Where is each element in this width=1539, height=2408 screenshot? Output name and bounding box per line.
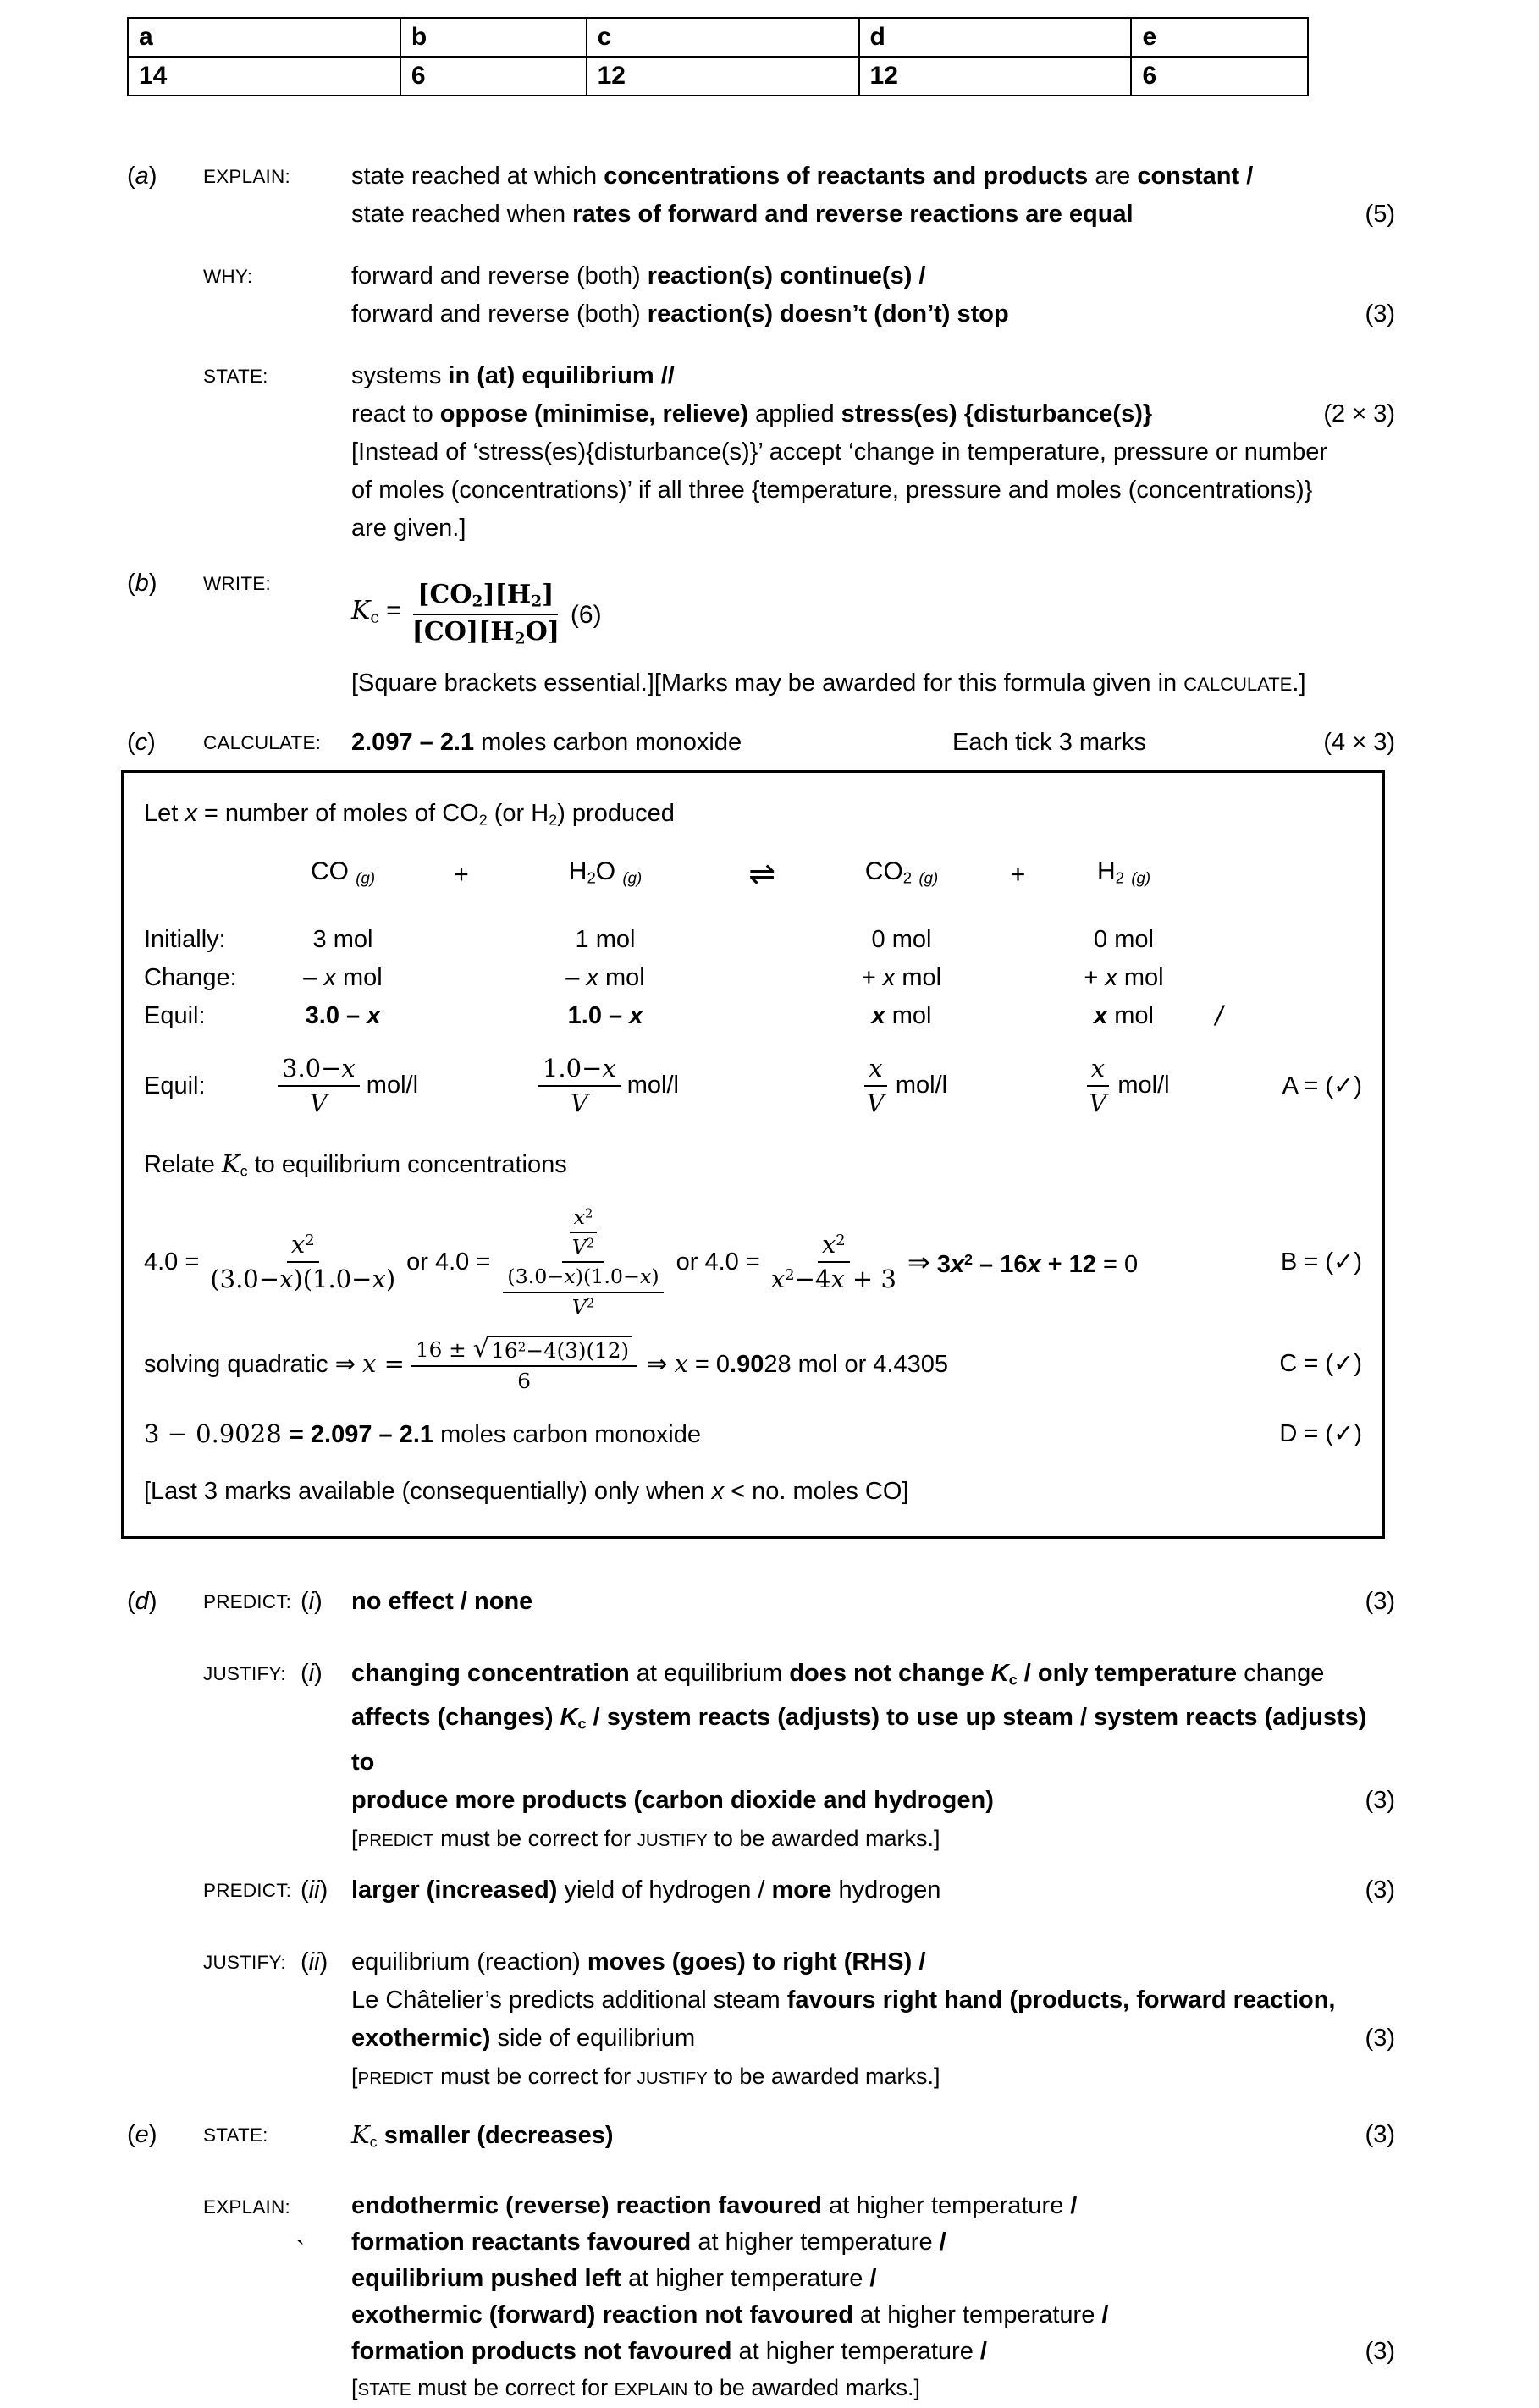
table-value-cell: 12 — [859, 57, 1132, 96]
marks-badge: (3) — [1365, 1786, 1395, 1814]
species-h2: $H_2$ $_{(g)}$ — [1096, 857, 1151, 888]
predict-label: PREDICT: — [203, 1879, 292, 1901]
state-label: STATE: — [203, 366, 268, 387]
marks-badge: (4 × 3) — [1323, 729, 1395, 756]
predict-label: PREDICT: — [203, 1590, 292, 1612]
marks-badge: (3) — [1365, 1587, 1395, 1615]
table-value-cell: 12 — [587, 57, 859, 96]
section-e-explain — [127, 2188, 1395, 2408]
table-header-cell: b — [400, 18, 587, 57]
fraction: $\frac{1.0-x}{V}$ — [538, 1055, 621, 1118]
note-line: [Instead of ‘stress(es){disturbance(s)}’ accept ‘change in temperature, pressure or number — [351, 438, 1328, 466]
answer-line: state reached when rates of forward and reverse reactions are equal (5) — [351, 196, 1395, 234]
box-note: [Last 3 marks available (consequentially) only when x < no. moles CO] — [144, 1477, 909, 1505]
quadratic-formula-fraction: 16 ± √ $16^2-4(3)(12)$ 6 — [411, 1336, 637, 1394]
section-d-predict-ii — [127, 1871, 1395, 1909]
roman-numeral: (i) — [301, 1659, 323, 1687]
table-value-row — [128, 57, 1308, 96]
marks-badge: (6) — [570, 600, 602, 629]
tick-value-note: Each tick 3 marks — [952, 729, 1146, 756]
explain-label: EXPLAIN: — [203, 2196, 290, 2218]
initially-label: Initially: — [144, 926, 226, 954]
change-label: Change: — [144, 964, 237, 992]
slash-mark: / — [1215, 1000, 1223, 1032]
note-line: [PREDICT must be correct for JUSTIFY to be awarded marks.] — [351, 1825, 940, 1851]
tick-c: C = (✓) — [1279, 1350, 1362, 1378]
marks-badge: (3) — [1365, 1876, 1395, 1904]
marks-badge: (3) — [1365, 300, 1395, 328]
section-a-explain — [127, 157, 1395, 234]
answer-line: produce more products (carbon dioxide and hydrogen) (3) — [351, 1782, 1395, 1820]
fraction: $\frac{x}{V}$ — [863, 1055, 889, 1118]
fraction: $\frac{x^2}{(3.0-x)(1.0-x)}$ — [210, 1229, 396, 1294]
note-line: [STATE must be correct for EXPLAIN to be awarded marks.] — [351, 2375, 920, 2401]
tick-d: D = (✓) — [1279, 1420, 1362, 1448]
species-co: CO $_{(g)}$ — [310, 857, 376, 888]
ice-change-row: Change: – x mol – x mol + x mol + x mol — [144, 959, 1362, 997]
calculation-work-box — [121, 770, 1385, 1539]
answer-line: exothermic (forward) reaction not favoured at higher temperature / — [351, 2301, 1109, 2329]
section-b-write — [127, 565, 1395, 703]
kc-fraction: $\frac{[CO_2][H_2]}{[CO][H_2O]}$ — [411, 579, 560, 648]
solution-value: ⇒ x = 0.9028 mol or 4.4305 — [647, 1348, 949, 1378]
answer-line: equilibrium (reaction) moves (goes) to right (RHS) / — [351, 1948, 926, 1975]
table-value-cell: 6 — [1131, 57, 1308, 96]
let-line: Let x = number of moles of $CO_2$ (or $H_2$) produced — [144, 800, 675, 829]
answer-line: endothermic (reverse) reaction favoured at higher temperature / — [351, 2192, 1078, 2220]
write-label: WRITE: — [203, 573, 271, 594]
answer-line: forward and reverse (both) reaction(s) doesn’t (don’t) stop (3) — [351, 295, 1395, 333]
justify-label: JUSTIFY: — [203, 1951, 286, 1973]
square-root: √ $16^2-4(3)(12)$ — [473, 1336, 633, 1363]
reaction-equation-row — [144, 852, 1362, 897]
justify-label: JUSTIFY: — [203, 1662, 286, 1684]
ice-equil-conc-row: Equil: $\frac{3.0-x}{V}$ mol/l $\frac{1.0-x}{V}$ mol/l $\frac{x}{V}$ mol/l $\frac{x}{V}$ mol/l A = (✓) — [144, 1053, 1362, 1118]
roman-numeral: (ii) — [301, 1876, 328, 1904]
fraction: $\frac{x}{V}$ — [1084, 1055, 1111, 1118]
answer-line: larger (increased) yield of hydrogen / more hydrogen (3) — [351, 1871, 1395, 1909]
equilibrium-arrow: ⇌ — [748, 857, 775, 893]
stray-backtick: ` — [296, 2237, 305, 2266]
section-c-calculate — [127, 724, 1395, 762]
kc-formula — [351, 565, 1395, 664]
species-h2o: $H_2O$ $_{(g)}$ — [568, 857, 643, 888]
answer-line: equilibrium pushed left at higher temperature / — [351, 2265, 877, 2293]
answer-line: forward and reverse (both) reaction(s) continue(s) / — [351, 262, 926, 289]
section-a-state — [127, 357, 1395, 548]
kc-lhs: $K_c$ = — [351, 596, 401, 627]
plus-sign: + — [454, 861, 469, 890]
part-label: (d) — [127, 1587, 157, 1615]
marks-badge: (3) — [1365, 2024, 1395, 2052]
calculate-label: CALCULATE: — [203, 732, 322, 753]
equil-label: Equil: — [144, 1072, 206, 1099]
answer-line: react to oppose (minimise, relieve) applied stress(es) {disturbance(s)} (2 × 3) — [351, 395, 1395, 433]
why-label: WHY: — [203, 266, 253, 287]
answer-line: formation products not favoured at higher temperature / (3) — [351, 2334, 1395, 2370]
tick-a: A = (✓) — [1282, 1072, 1362, 1099]
answer-line: systems in (at) equilibrium // — [351, 362, 675, 389]
equil-label: Equil: — [144, 1002, 206, 1030]
table-header-cell: c — [587, 18, 859, 57]
fraction: $\frac{3.0-x}{V}$ — [278, 1055, 360, 1118]
section-d-predict-i — [127, 1583, 1395, 1621]
answer-line: state reached at which concentrations of reactants and products are constant / — [351, 163, 1254, 190]
answer-line: no effect / none (3) — [351, 1583, 1395, 1621]
roman-numeral: (ii) — [301, 1948, 328, 1975]
section-d-justify-i — [127, 1655, 1395, 1860]
table-header-cell: d — [859, 18, 1132, 57]
table-header-row — [128, 18, 1308, 57]
section-d-justify-ii — [127, 1943, 1395, 2097]
table-header-cell: e — [1131, 18, 1308, 57]
roman-numeral: (i) — [301, 1587, 323, 1615]
ice-equil-row: Equil: 3.0 – x 1.0 – x x mol x mol / — [144, 997, 1362, 1035]
note-line: [PREDICT must be correct for JUSTIFY to be awarded marks.] — [351, 2063, 940, 2089]
answer-line: affects (changes) $K_c$ / system reacts (adjusts) to use up steam / system reacts (adjusts) to — [351, 1704, 1367, 1776]
species-co2: $CO_2$ $_{(g)}$ — [864, 857, 939, 888]
answer-line: $K_c$ smaller (decreases) (3) — [351, 2116, 1395, 2161]
solve-quadratic-row: solving quadratic ⇒ x = 16 ± √ $16^2-4(3)(12)$ 6 ⇒ x = 0.9028 mol or 4.4305 C = (✓) — [144, 1332, 1362, 1393]
table-value-cell: 6 — [400, 57, 587, 96]
section-e-state — [127, 2116, 1395, 2161]
part-label: (b) — [127, 570, 157, 597]
marks-summary-table — [127, 17, 1309, 96]
quadratic-result: $3x^2 - 16x + 12 = 0$ — [936, 1250, 1139, 1278]
ice-initially-row: Initially: 3 mol 1 mol 0 mol 0 mol — [144, 921, 1362, 959]
answer-line: exothermic) side of equilibrium (3) — [351, 2020, 1395, 2058]
state-label: STATE: — [203, 2124, 268, 2146]
plus-sign: + — [1010, 861, 1026, 890]
kc-equation-row: 4.0 = $\frac{x^2}{(3.0-x)(1.0-x)}$ or 4.0 = $\frac{\frac{x^2}{V^2}}{\frac{(3.0-x)(1.0-x)}{V^2}}$ or 4.0 = $\frac{x^2}{x^2-4x + 3}$ ⇒ $3x^2 - 16x + 12 = 0$ B = (✓) — [144, 1204, 1362, 1319]
marks-badge: (2 × 3) — [1323, 400, 1395, 427]
part-label: (a) — [127, 163, 157, 190]
part-label: (c) — [127, 729, 156, 756]
marks-badge: (5) — [1365, 201, 1395, 228]
note-line: of moles (concentrations)’ if all three {temperature, pressure and moles (concentrations)} — [351, 477, 1313, 504]
answer-line: formation reactants favoured at higher temperature / — [351, 2229, 946, 2256]
table-header-cell: a — [128, 18, 400, 57]
implies-arrow: ⇒ — [907, 1246, 930, 1277]
answer-line: 2.097 – 2.1 moles carbon monoxide Each tick 3 marks (4 × 3) — [351, 724, 1395, 762]
marks-badge: (3) — [1365, 2120, 1395, 2148]
relate-line: Relate $K_c$ to equilibrium concentrations — [144, 1149, 567, 1180]
note-line: [Square brackets essential.][Marks may be awarded for this formula given in CALCULATE.] — [351, 670, 1306, 697]
note-line: are given.] — [351, 515, 466, 542]
table-value-cell: 14 — [128, 57, 400, 96]
final-answer-row: 3 − 0.9028 = 2.097 – 2.1 moles carbon monoxide D = (✓) — [144, 1415, 1362, 1454]
tick-b: B = (✓) — [1280, 1248, 1362, 1276]
answer-line: Le Châtelier’s predicts additional steam favours right hand (products, forward reaction, — [351, 1986, 1336, 2014]
explain-label: EXPLAIN: — [203, 166, 290, 187]
answer-line: changing concentration at equilibrium does not change $K_c$ / only temperature change — [351, 1659, 1325, 1689]
section-a-why — [127, 257, 1395, 333]
nested-fraction: $\frac{\frac{x^2}{V^2}}{\frac{(3.0-x)(1.0-x)}{V^2}}$ — [497, 1206, 669, 1319]
part-label: (e) — [127, 2120, 157, 2148]
fraction: $\frac{x^2}{x^2-4x + 3}$ — [770, 1229, 896, 1294]
marks-badge: (3) — [1365, 2338, 1395, 2366]
